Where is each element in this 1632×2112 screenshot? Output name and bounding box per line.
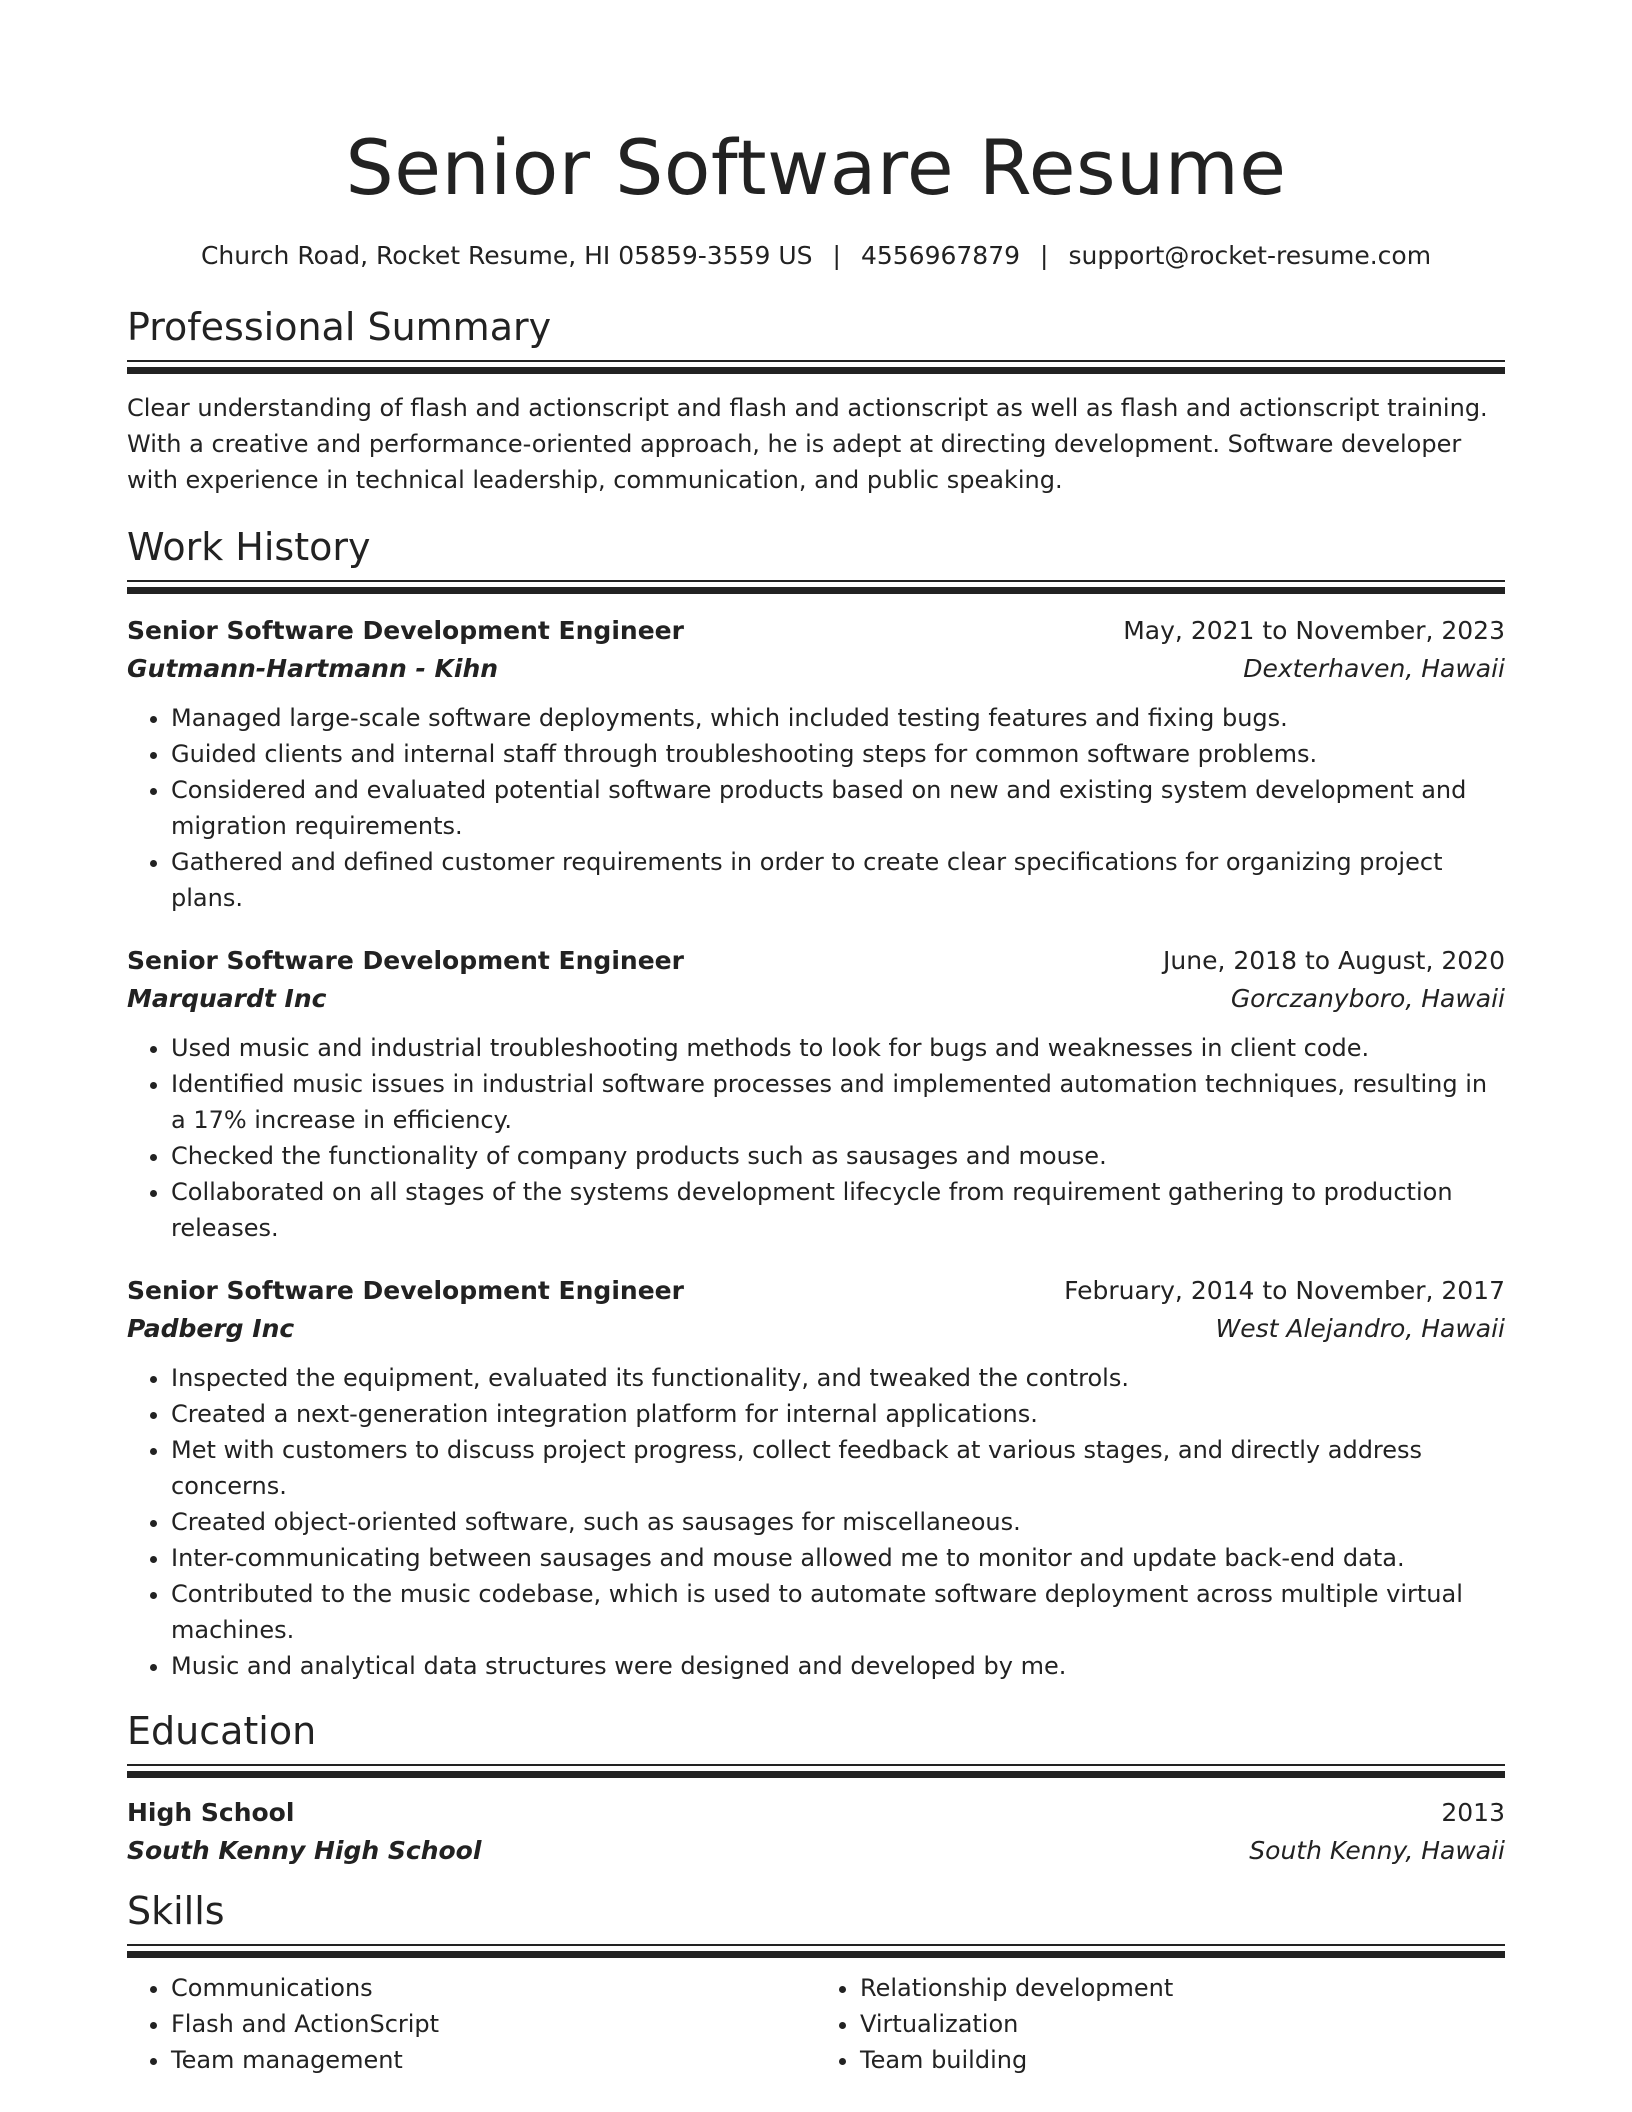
job-subheader [127, 1310, 1505, 1348]
skill-item: • Team building [860, 2042, 1505, 2078]
address: Church Road, Rocket Resume, HI 05859-3559 US [200, 241, 813, 270]
job-bullet: • Managed large-scale software deployments, which included testing features and fixing bugs. [171, 700, 1505, 736]
skill-item: • Communications [171, 1970, 816, 2006]
phone: 4556967879 [860, 241, 1021, 270]
job-bullet: • Guided clients and internal staff through troubleshooting steps for common software problems. [171, 736, 1505, 772]
job-bullet: • Inspected the equipment, evaluated its functionality, and tweaked the controls. [171, 1360, 1505, 1396]
job-dates: June, 2018 to August, 2020 [1163, 946, 1505, 975]
skills-list-left [127, 1970, 816, 2078]
education-school: South Kenny High School [127, 1836, 482, 1865]
resume-title: Senior Software Resume [345, 123, 1287, 212]
job-bullet: • Checked the functionality of company products such as sausages and mouse. [171, 1138, 1505, 1174]
job-bullet: • Inter-communicating between sausages and mouse allowed me to monitor and update back-end data. [171, 1540, 1505, 1576]
education-location: South Kenny, Hawaii [1249, 1836, 1505, 1865]
job-bullets [127, 1360, 1505, 1684]
job-bullets [127, 1030, 1505, 1246]
job-bullet: • Considered and evaluated potential software products based on new and existing system development and migration requirements. [171, 772, 1505, 844]
section-heading-work: Work History [127, 525, 371, 569]
section-divider [127, 360, 1505, 374]
skills-section [127, 1888, 1505, 2078]
job-subheader [127, 650, 1505, 688]
job-bullet: • Identified music issues in industrial software processes and implemented automation techniques, resulting in a 17% increase in efficiency. [171, 1066, 1505, 1138]
summary-section [127, 304, 1505, 498]
education-header [127, 1794, 1505, 1832]
education-entry [127, 1794, 1505, 1870]
job-bullet: • Collaborated on all stages of the systems development lifecycle from requirement gathering to production releases. [171, 1174, 1505, 1246]
section-heading-summary: Professional Summary [127, 305, 552, 349]
job-bullet: • Gathered and defined customer requirements in order to create clear specifications for organizing project plans. [171, 844, 1505, 916]
job-bullet: • Music and analytical data structures were designed and developed by me. [171, 1648, 1505, 1684]
job-location: Dexterhaven, Hawaii [1243, 654, 1505, 683]
job-header [127, 612, 1505, 650]
job-bullet: • Used music and industrial troubleshooting methods to look for bugs and weaknesses in client code. [171, 1030, 1505, 1066]
education-section [127, 1708, 1505, 1870]
job-company: Padberg Inc [127, 1314, 295, 1343]
job-header [127, 942, 1505, 980]
job-bullet: • Created object-oriented software, such as sausages for miscellaneous. [171, 1504, 1505, 1540]
job-bullet: • Created a next-generation integration platform for internal applications. [171, 1396, 1505, 1432]
section-divider [127, 1764, 1505, 1778]
job-entry [127, 942, 1505, 1246]
skills-list-right [816, 1970, 1505, 2078]
job-location: Gorczanyboro, Hawaii [1230, 984, 1505, 1013]
education-year: 2013 [1441, 1798, 1505, 1827]
email: support@rocket-resume.com [1068, 241, 1432, 270]
job-company: Gutmann-Hartmann - Kihn [127, 654, 499, 683]
job-entry [127, 612, 1505, 916]
education-degree: High School [127, 1798, 295, 1827]
job-header [127, 1272, 1505, 1310]
skills-columns [127, 1970, 1505, 2078]
section-divider [127, 1944, 1505, 1958]
section-heading-education: Education [127, 1709, 317, 1753]
separator: | [1040, 241, 1049, 270]
skill-item: • Team management [171, 2042, 816, 2078]
job-title: Senior Software Development Engineer [127, 1276, 684, 1305]
education-subheader [127, 1832, 1505, 1870]
section-heading-skills: Skills [127, 1889, 225, 1933]
job-entry [127, 1272, 1505, 1684]
job-dates: May, 2021 to November, 2023 [1123, 616, 1505, 645]
job-dates: February, 2014 to November, 2017 [1064, 1276, 1505, 1305]
separator: | [832, 241, 841, 270]
job-subheader [127, 980, 1505, 1018]
summary-text: Clear understanding of flash and actionscript and flash and actionscript as well as flash and actionscript training. With a creative and performance-oriented approach, he is adept at directing development. Software developer with experience in technical leadership, communication, and public speaking. [127, 394, 1488, 494]
skill-item: • Relationship development [860, 1970, 1505, 2006]
contact-line [127, 238, 1505, 274]
section-divider [127, 580, 1505, 594]
skill-item: • Virtualization [860, 2006, 1505, 2042]
job-bullet: • Contributed to the music codebase, which is used to automate software deployment across multiple virtual machines. [171, 1576, 1505, 1648]
work-history-section [127, 524, 1505, 1684]
job-company: Marquardt Inc [127, 984, 327, 1013]
job-title: Senior Software Development Engineer [127, 616, 684, 645]
job-title: Senior Software Development Engineer [127, 946, 684, 975]
skill-item: • Flash and ActionScript [171, 2006, 816, 2042]
job-location: West Alejandro, Hawaii [1215, 1314, 1505, 1343]
job-bullets [127, 700, 1505, 916]
job-bullet: • Met with customers to discuss project progress, collect feedback at various stages, and directly address concerns. [171, 1432, 1505, 1504]
